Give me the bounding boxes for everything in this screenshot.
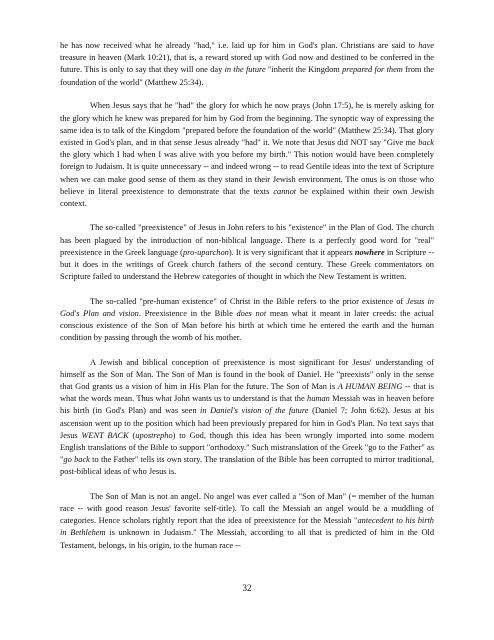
text-run: in Scripture -- but it does in the writings of Greek church fathers of the second century. These Greek commentators on Scripture failed to understand the Hebrew categories of thought in which the New Testament is written. <box>60 247 434 282</box>
paragraph-6 <box>60 491 434 552</box>
text-run: is unknown in Judaism." The Messiah, according to all that is predicted of him in the Old Testament, belongs, in his origin, to the human race -- <box>60 528 435 550</box>
bold-italic-text: nowhere <box>354 247 385 257</box>
text-run: ). It is very significant that it appears <box>228 247 355 257</box>
text-run: he has now received what he already "had," i.e. laid up for him in God's plan. Christians are said to <box>60 41 419 50</box>
text-run: ) to God, though this idea has been wrongly imported into some modern English translations of the Bible to support "orthodoxy." Such mistranslation of the Greek "go to the Father" as " <box>60 430 434 465</box>
page-body <box>60 40 434 564</box>
italic-text: have <box>418 41 434 50</box>
italic-text: prepared for them <box>342 65 403 75</box>
italic-text: cannot <box>273 186 297 196</box>
italic-text: upostrepho <box>135 430 173 440</box>
italic-text: go back <box>63 455 90 465</box>
text-run: (Daniel 7; John 6:62). Jesus at his ascension went up to the position which had been previously prepared for him in God's Plan. No text says that Jesus <box>60 406 434 440</box>
paragraph-1 <box>60 40 434 89</box>
italic-text: Jesus in God's Plan and vision <box>60 296 434 318</box>
italic-text: A HUMAN BEING <box>337 381 403 391</box>
paragraph-2 <box>60 100 434 210</box>
text-run: -- that is what the words mean. Thus what John wants us to understand is that the <box>60 381 434 404</box>
italic-text: back <box>418 137 434 147</box>
italic-text: WENT BACK <box>81 430 129 440</box>
text-run: When Jesus says that he "had" the glory for which he now prays (John 17:5), he is merely asking for the glory which he knew was prepared for him by God from the beginning. The synoptic way of expressing the same idea is to talk of the Kingdom "prepared before the foundation of the world" (Matthew 25:34). That glory existed in God's plan, and in that sense Jesus already "had" it. We note that Jesus did NOT say "Give me <box>60 101 434 147</box>
italic-text: antecedent to his birth in Bethlehem <box>60 516 434 538</box>
text-run: A Jewish and biblical conception of preexistence is most significant for Jesus' understanding of himself as the Son of Man. The Son of Man is found in the book of Daniel. He "preexists" only in the sense that God grants us a vision of him in His Plan for the future. The Son of Man is <box>60 357 434 391</box>
text-run: to the Father" tells its own story. The translation of the Bible has been corrupted to mirror traditional, post-biblical ideas of who Jesus is. <box>60 455 435 477</box>
text-run: from the foundation of the world" (Matthew 25:34). <box>60 65 434 87</box>
italic-text: in Daniel's vision of the future <box>200 406 309 416</box>
text-run: The so-called "pre-human existence" of Christ in the Bible refers to the prior existence of <box>90 296 407 306</box>
text-run: The Son of Man is not an angel. No angel was ever called a "Son of Man" (= member of the human race -- with good reason Jesus' favorite self-title). To call the Messiah an angel would be a muddling of categories. Hence scholars rightly report that the idea of preexistence for the Messiah " <box>60 491 434 526</box>
text-run: Messiah was in heaven before his birth (in God's Plan) and was seen <box>60 394 434 416</box>
text-run: treasure in heaven (Mark 10:21), that is, a reward stored up with God now and destined to be conferred in the future. This is only to say that they will one day <box>60 53 434 75</box>
text-run: the glory which I had when I was alive with you before my birth." This notion would have been completely foreign to Judaism. It is quite unnecessary -- and indeed wrong -- to read Gentile ideas into the text of Scripture when we can make good sense of them as they stand in their Jewish environment. The onus is on those who believe in literal preexistence to demonstrate that the texts <box>60 150 434 196</box>
paragraph-5 <box>60 357 434 479</box>
text-run: The so-called "preexistence" of Jesus in John refers to his "existence" in the Plan of God. The church has been plagued by the introduction of non-biblical language. There is a perfectly good word for "real" preexistence in the Greek language ( <box>60 223 434 257</box>
paragraph-4 <box>60 296 434 345</box>
text-run: ( <box>128 430 136 440</box>
page-number: 32 <box>242 583 252 593</box>
text-run: "inherit the Kingdom <box>265 65 343 75</box>
text-run: be explained within their own Jewish context. <box>60 186 434 208</box>
italic-text: pro-uparchon <box>182 247 229 257</box>
italic-text: human <box>307 394 330 404</box>
text-run: . Preexistence in the Bible <box>138 308 237 318</box>
paragraph-3 <box>60 222 434 283</box>
italic-text: does not <box>236 308 267 318</box>
italic-text: in the future <box>224 65 266 75</box>
text-run: mean what it meant in later creeds: the actual conscious existence of the Son of Man before his birth at which time he entered the earth and the human condition by passing through the womb of his mother. <box>60 308 434 343</box>
